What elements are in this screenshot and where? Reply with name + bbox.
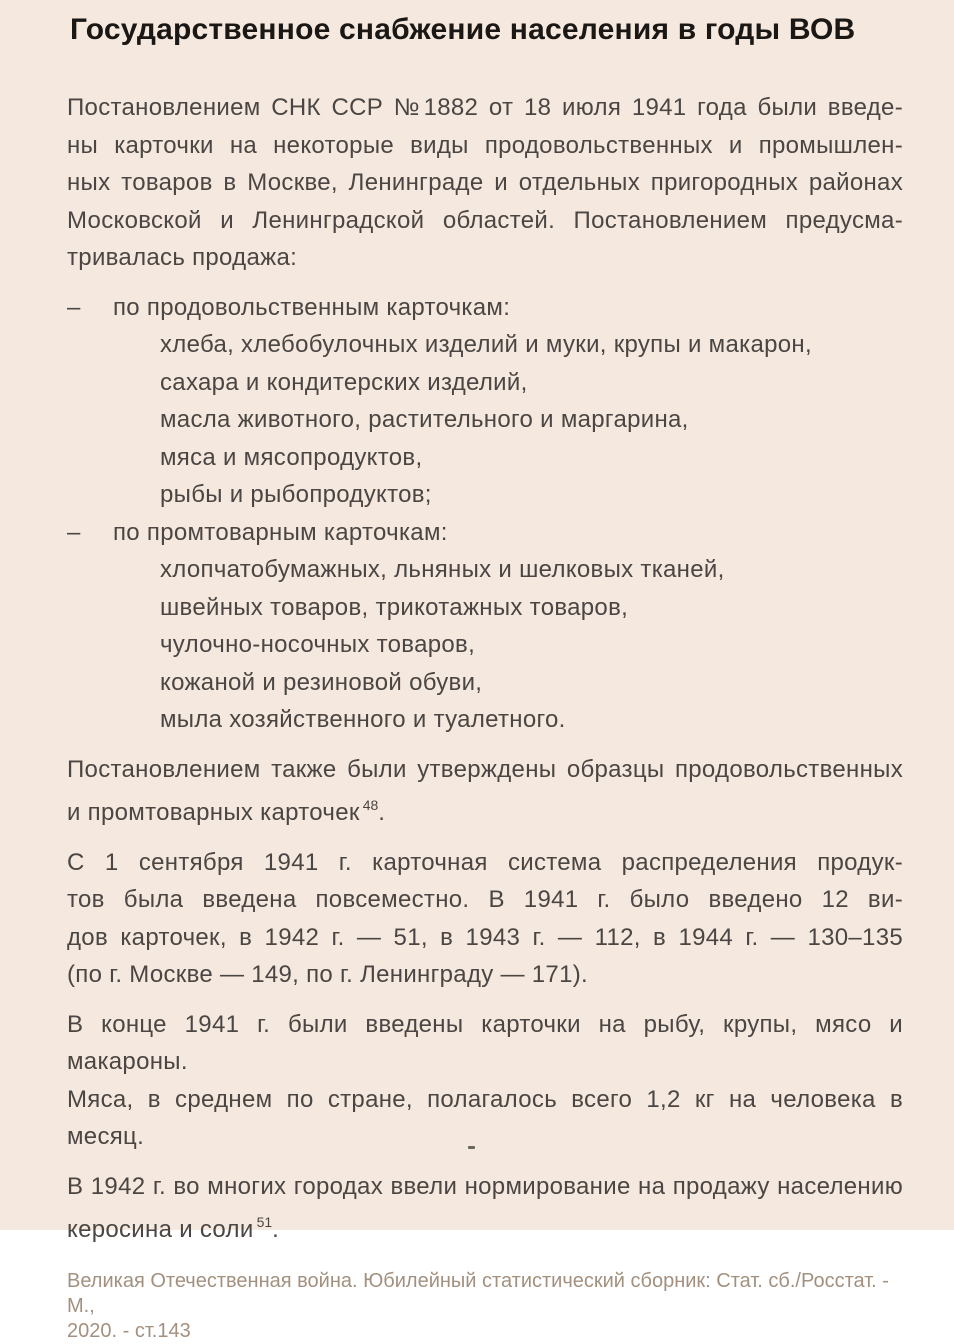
text-line [67,164,903,202]
source-citation [67,1269,903,1344]
dash-bullet: – [67,293,81,321]
list-item-label: по продовольственным карточкам: [113,293,511,321]
citation-line: Великая Отечественная война. Юбилейный статистический сборник: Стат. сб./Росстат. - М., [67,1269,889,1317]
text-line [67,956,903,994]
page-title: Государственное снабжение населения в годы ВОВ [70,13,856,46]
text-line [67,1081,903,1156]
paragraph [67,1168,903,1249]
sub-list-item: мыла хозяйственного и туалетного. [160,706,566,733]
text-line [67,1168,903,1206]
sub-list-item: масла животного, растительного и маргарина, [160,406,689,433]
sub-list-item: сахара и кондитерских изделий, [160,368,528,396]
text-line [67,788,903,832]
line-text-tail: . [272,1216,280,1243]
citation-line: 2020. - ст.143 [67,1319,191,1342]
line-text: В 1942 г. во многих городах ввели нормирование на продажу населению [67,1172,903,1200]
line-text: (по г. Москве — 149, по г. Ленинграду — 171). [67,961,588,988]
dash-bullet: – [67,518,81,546]
line-text: дов карточек, в 1942 г. — 51, в 1943 г. — 112, в 1944 г. — 130–135 [67,923,903,951]
text-line [67,1205,903,1249]
paragraph [67,1006,903,1156]
paragraph [67,751,903,832]
line-text: Постановлением также были утверждены образцы продовольственных [67,755,903,783]
list-item [67,514,903,552]
sub-list-item: чулочно-носочных товаров, [160,631,476,658]
line-text: ных товаров в Москве, Ленинграде и отдельных пригородных районах [67,169,903,196]
text-line [67,1006,903,1081]
text-line [67,89,903,127]
sub-list-item: хлопчатобумажных, льняных и шелковых тканей, [160,556,725,583]
text-line [67,239,903,277]
text-line [67,881,903,919]
article-body [67,89,903,1249]
paragraph [67,844,903,994]
footnote-ref: 48 [362,797,379,813]
text-line [67,844,903,882]
line-text: Московской и Ленинградской областей. Постановлением предусма- [67,206,903,234]
line-text: С 1 сентября 1941 г. карточная система распределения продук- [67,848,903,876]
text-line [67,127,903,165]
list-item [67,289,903,327]
sub-list-item: рыбы и рыбопродуктов; [160,481,432,508]
text-line [67,202,903,240]
text-line [67,919,903,957]
list-item-label: по промтоварным карточкам: [113,518,448,546]
paragraph [67,89,903,277]
line-text: тривалась продажа: [67,244,298,271]
sub-list-item: мяса и мясопродуктов, [160,443,423,471]
line-text: В конце 1941 г. были введены карточки на рыбу, крупы, мясо и макароны. [67,1010,903,1075]
line-text: керосина и соли [67,1216,254,1243]
line-text: ны карточки на некоторые виды продовольственных и промышлен- [67,131,903,159]
sub-list-item: хлеба, хлебобулочных изделий и муки, крупы и макарон, [160,331,812,358]
text-line [67,751,903,789]
line-text: и промтоварных карточек [67,799,360,826]
sub-list-item: кожаной и резиновой обуви, [160,668,483,696]
line-text-tail: . [378,799,386,826]
sub-list-item: швейных товаров, трикотажных товаров, [160,593,629,621]
stray-mark [468,1146,475,1149]
line-text: Постановлением СНК ССР №1882 от 18 июля 1941 года были введе- [67,94,903,121]
line-text: Мяса, в среднем по стране, полагалось всего 1,2 кг на человека в месяц. [67,1085,903,1150]
footnote-ref: 51 [256,1214,273,1230]
line-text: тов была введена повсеместно. В 1941 г. было введено 12 ви- [67,886,903,913]
